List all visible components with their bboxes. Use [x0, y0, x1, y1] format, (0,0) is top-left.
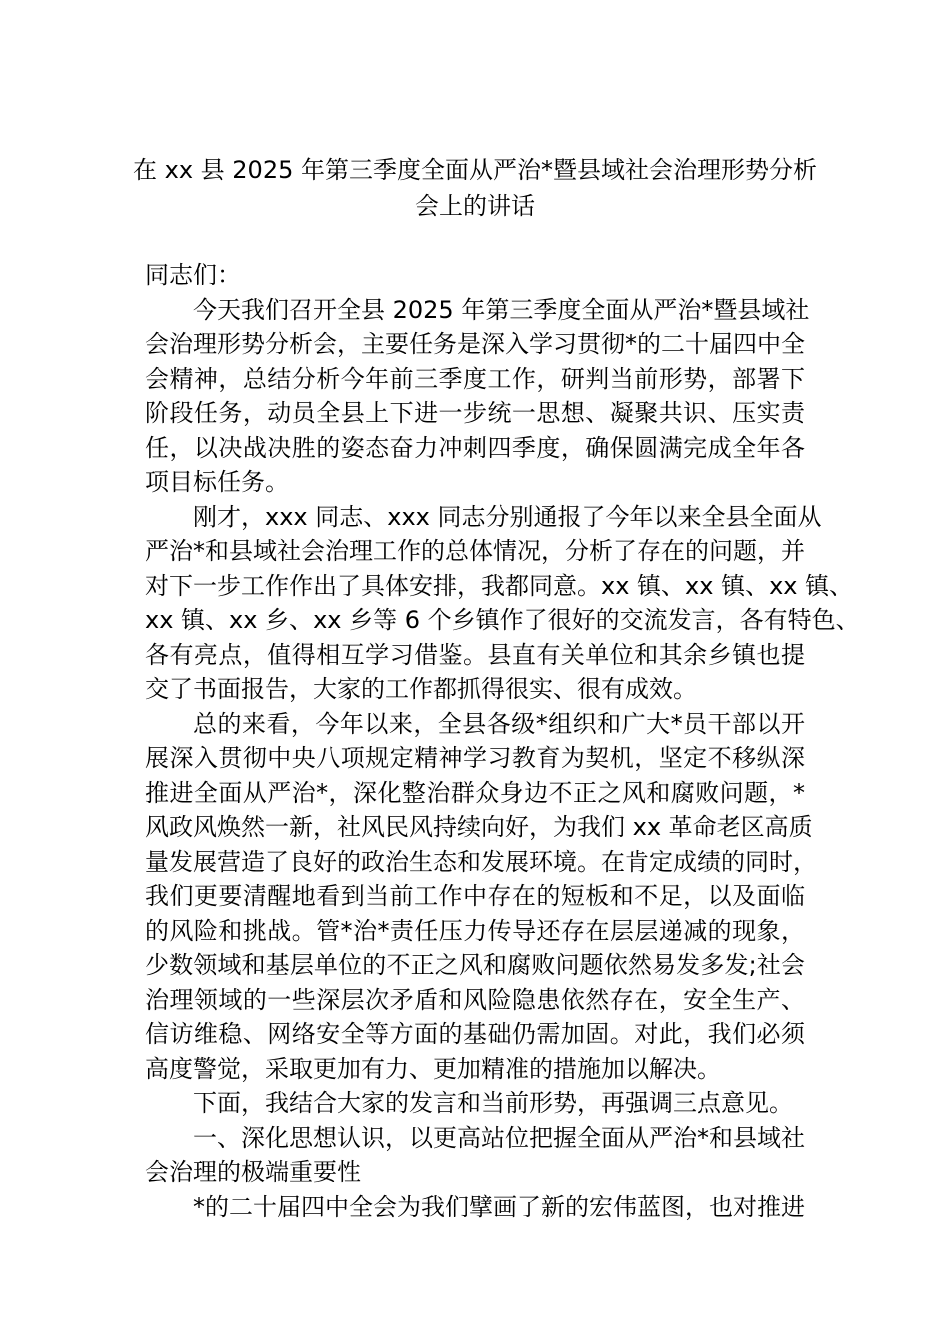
paragraph-line: 严治*和县域社会治理工作的总体情况，分析了存在的问题，并	[145, 537, 805, 565]
paragraph-line: 少数领域和基层单位的不正之风和腐败问题依然易发多发;社会	[145, 951, 805, 979]
paragraph-line: *的二十届四中全会为我们擘画了新的宏伟蓝图，也对推进	[193, 1192, 805, 1221]
paragraph-line: 今天我们召开全县 2025 年第三季度全面从严治*暨县域社	[193, 295, 810, 324]
paragraph-line: 的风险和挑战。管*治*责任压力传导还存在层层递减的现象，	[145, 916, 805, 945]
paragraph-line: 对下一步工作作出了具体安排，我都同意。xx 镇、xx 镇、xx 镇、	[145, 571, 854, 600]
paragraph-line: 我们更要清醒地看到当前工作中存在的短板和不足，以及面临	[145, 882, 805, 910]
paragraph-line: 量发展营造了良好的政治生态和发展环境。在肯定成绩的同时，	[145, 847, 817, 876]
document-title	[120, 152, 830, 224]
paragraph-line: 刚才，xxx 同志、xxx 同志分别通报了今年以来全县全面从	[193, 502, 822, 531]
paragraph-line: 总的来看，今年以来，全县各级*组织和广大*员干部以开	[193, 709, 805, 738]
document-body	[145, 258, 860, 1224]
paragraph-line: 展深入贯彻中央八项规定精神学习教育为契机，坚定不移纵深	[145, 744, 805, 772]
paragraph-line: 交了书面报告，大家的工作都抓得很实、很有成效。	[145, 675, 697, 703]
paragraph-line: 阶段任务，动员全县上下进一步统一思想、凝聚共识、压实责	[145, 399, 805, 427]
paragraph-line: 治理领域的一些深层次矛盾和风险隐患依然存在，安全生产、	[145, 985, 805, 1014]
paragraph-line: 信访维稳、网络安全等方面的基础仍需加固。对此，我们必须	[145, 1020, 805, 1048]
paragraph-line: 风政风焕然一新，社风民风持续向好，为我们 xx 革命老区高质	[145, 813, 813, 841]
paragraph-line: 下面，我结合大家的发言和当前形势，再强调三点意见。	[193, 1089, 793, 1117]
title-line-1: 在 xx 县 2025 年第三季度全面从严治*暨县域社会治理形势分析	[133, 156, 817, 184]
paragraph-line: 项目标任务。	[145, 468, 289, 496]
section-heading-line: 一、深化思想认识，以更高站位把握全面从严治*和县域社	[193, 1123, 805, 1152]
paragraph-line: 会治理形势分析会，主要任务是深入学习贯彻*的二十届四中全	[145, 330, 805, 358]
paragraph-line: 推进全面从严治*，深化整治群众身边不正之风和腐败问题，*	[145, 778, 805, 807]
title-line-2: 会上的讲话	[415, 192, 535, 220]
paragraph-line: xx 镇、xx 乡、xx 乡等 6 个乡镇作了很好的交流发言，各有特色、	[145, 606, 860, 634]
paragraph-line: 高度警觉，采取更加有力、更加精准的措施加以解决。	[145, 1054, 721, 1083]
paragraph-line: 会精神，总结分析今年前三季度工作，研判当前形势，部署下	[145, 364, 805, 393]
paragraph-line: 各有亮点，值得相互学习借鉴。县直有关单位和其余乡镇也提	[145, 640, 805, 669]
salutation: 同志们：	[145, 261, 241, 289]
paragraph-line: 任，以决战决胜的姿态奋力冲刺四季度，确保圆满完成全年各	[145, 433, 805, 462]
section-heading-line: 会治理的极端重要性	[145, 1158, 361, 1186]
